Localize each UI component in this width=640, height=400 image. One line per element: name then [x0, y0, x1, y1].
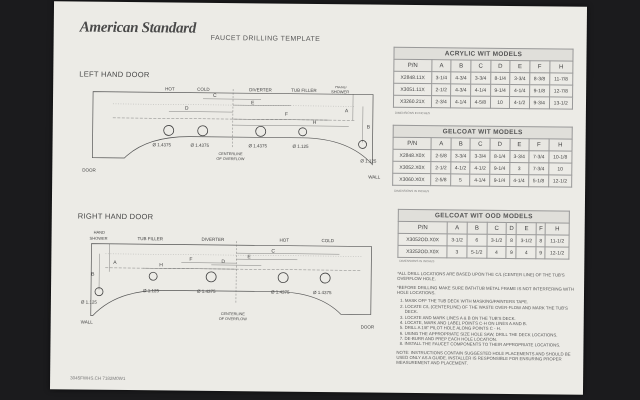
col-header: P/N: [398, 221, 447, 234]
cell: 3-1/2: [516, 235, 536, 247]
document-title: FAUCET DRILLING TEMPLATE: [210, 34, 321, 44]
cell: 12-1/2: [548, 175, 572, 187]
col-header: B: [451, 60, 471, 72]
right-door-diagram: [71, 223, 392, 336]
hole-size-hot: Ø 1.4375: [270, 289, 290, 295]
cell: 3-3/4: [470, 150, 490, 162]
left-door-diagram: [72, 83, 393, 184]
cell: 8: [506, 234, 516, 246]
label-shower: SHOWER: [89, 235, 108, 241]
hole-tub-filler: [149, 272, 157, 280]
cell: 9-1/4: [490, 84, 510, 96]
cell: 5-1/2: [467, 246, 487, 258]
table-row: [393, 173, 572, 187]
table-title: GELCOAT WIT OOD MODELS: [398, 209, 570, 223]
hole-cold: [198, 126, 208, 136]
cell: 2-5/8: [431, 174, 451, 186]
cell: 3-3/4: [451, 150, 471, 162]
cell: 4-5/8: [470, 96, 490, 108]
drilling-template-sheet: [50, 1, 587, 395]
cell: 2-5/8: [431, 150, 451, 162]
cell: 7-3/4: [529, 163, 549, 175]
col-header: F: [529, 139, 549, 151]
hole-size-diverter: Ø 1.4375: [196, 288, 216, 294]
cell: 4-1/2: [470, 162, 490, 174]
col-header: F: [530, 61, 550, 73]
col-header: A: [447, 222, 467, 234]
cell: 12-1/2: [545, 247, 569, 259]
letter-d: D: [221, 258, 225, 266]
step-item: 6. USING THE APPROPRIATE SIZE HOLE SAW, DRILL THE DECK LOCATIONS.: [405, 331, 577, 338]
gelcoat-ood-models-table: [397, 209, 570, 260]
letter-b: B: [91, 271, 95, 278]
col-header: D: [490, 138, 510, 150]
label-shower: SHOWER: [331, 89, 350, 95]
cell: 4-1/4: [471, 84, 491, 96]
cell: X3051.11X: [394, 83, 432, 95]
hole-diverter: [206, 272, 216, 282]
cell: 4: [487, 246, 507, 258]
right-door-title: RIGHT HAND DOOR: [77, 211, 154, 222]
cell: 10: [548, 163, 572, 175]
table-title: GELCOAT WIT MODELS: [393, 125, 573, 139]
label-diverter: DIVERTER: [249, 87, 272, 93]
cell: X3052.X0X: [393, 161, 432, 173]
cell: 12-7/8: [549, 85, 573, 97]
steps-list: [396, 298, 576, 348]
col-header: D: [490, 60, 510, 72]
cell: 3: [509, 162, 529, 174]
cell: 4-3/4: [451, 84, 471, 96]
letter-e: E: [247, 254, 251, 261]
cell: 3-1/2: [487, 234, 507, 246]
col-header: E: [517, 223, 537, 235]
cell: 5-1/8: [529, 175, 549, 187]
letter-f: F: [189, 256, 193, 263]
cell: 11-1/2: [545, 235, 569, 247]
cell: 3-3/4: [510, 72, 530, 84]
cell: 2-3/4: [431, 96, 451, 108]
col-header: D: [507, 222, 517, 234]
cell: 9: [536, 247, 545, 259]
cell: 10-1/8: [548, 151, 572, 163]
col-header: E: [510, 138, 530, 150]
document-code: 3045FWHS.CH 7182M0W1: [70, 375, 126, 381]
table-title: ACRYLIC WIT MODELS: [393, 47, 573, 61]
hole-size-diverter: Ø 1.4375: [248, 143, 268, 149]
hole-cold: [320, 273, 330, 283]
col-header: C: [470, 138, 490, 150]
col-header: C: [487, 222, 507, 234]
hole-size-tub-filler: Ø 1.125: [142, 288, 160, 294]
label-hot: HOT: [279, 237, 290, 243]
col-header: A: [432, 60, 452, 72]
dimensions-note: DIMENSIONS IN INCHES: [394, 188, 430, 194]
label-door: DOOR: [360, 324, 375, 330]
step-item: 8. INSTALL THE FAUCET COMPONENTS TO THEIR APPROPRIATE LOCATIONS.: [404, 341, 576, 348]
label-hand: HAND: [93, 229, 105, 235]
cell: 3-3/4: [471, 72, 491, 84]
cell: 4-1/4: [509, 174, 529, 186]
cell: 8-1/4: [490, 150, 510, 162]
cell: 9: [506, 246, 516, 258]
cell: X2848.11X: [394, 71, 432, 83]
letter-c: C: [271, 248, 276, 255]
letter-e: E: [250, 100, 255, 107]
cell: 5: [451, 174, 471, 186]
cell: 9-3/4: [529, 97, 549, 109]
step-item: 7. DE-BURR AND PREP EACH HOLE LOCATION.: [405, 336, 577, 343]
col-header: B: [451, 138, 471, 150]
cell: 2-1/2: [431, 162, 451, 174]
cell: 7-3/4: [529, 151, 549, 163]
cell: 4-1/4: [510, 84, 530, 96]
label-centerline: CENTERLINE: [218, 151, 243, 157]
cell: 3-3/4: [509, 150, 529, 162]
letter-h: H: [312, 119, 317, 126]
col-header: A: [431, 138, 451, 150]
letter-d: D: [184, 105, 189, 112]
step-item: 3. LOCATE AND MARK LINES A & B ON THE TUB'S DECK.: [405, 314, 577, 321]
cell: 10: [490, 96, 510, 108]
table-row: [393, 95, 572, 109]
step-item: 4. LOCATE, MARK AND LABEL POINTS C-H ON LINES A AND B.: [405, 320, 577, 327]
step-item: 1. MASK OFF THE TUB DECK WITH MASKING/PAINTERS TAPE.: [405, 298, 577, 305]
letter-c: C: [213, 92, 217, 99]
note-centerline: *ALL DRILL LOCATIONS ARE BASED UPON THE C/L (CENTER LINE) OF THE TUB'S OVERFLOW HOLE.: [397, 270, 565, 282]
label-tub-filler: TUB FILLER: [137, 236, 164, 242]
cell: 9-1/8: [529, 85, 549, 97]
label-door: DOOR: [82, 167, 96, 173]
cell: 3: [447, 246, 467, 258]
hole-size-cold: Ø 1.4375: [190, 142, 210, 148]
label-cold: COLD: [321, 238, 335, 244]
cell: X2848.X0X: [393, 149, 432, 161]
step-item: 5. DRILL A 1/8" PILOT HOLE ALONG POINTS C - H.: [405, 325, 577, 332]
label-overflow: OF OVERFLOW: [216, 156, 245, 162]
note-frame: *BEFORE DRILLING MAKE SURE BATHTUB METAL FRAME IS NOT INTERFERING WITH HOLE LOCATIONS.: [396, 284, 575, 296]
cell: 4: [516, 247, 536, 259]
label-wall: WALL: [368, 174, 381, 180]
cell: 8-1/4: [490, 72, 510, 84]
label-wall: WALL: [80, 319, 93, 325]
letter-b: B: [366, 124, 371, 131]
cell: 4-1/2: [451, 162, 471, 174]
hole-size-hand-shower: Ø 1.125: [360, 158, 377, 164]
label-tub-filler: TUB FILLER: [291, 87, 317, 93]
acrylic-models-table: [393, 47, 574, 110]
col-header: F: [536, 223, 545, 235]
cell: 2-1/2: [431, 84, 451, 96]
cell: 6: [467, 234, 487, 246]
label-hot: HOT: [165, 86, 175, 92]
col-header: P/N: [394, 59, 432, 71]
cell: 13-1/2: [549, 97, 573, 109]
hole-size-tub-filler: Ø 1.125: [292, 143, 309, 149]
cell: 4-1/2: [510, 96, 530, 108]
col-header: H: [549, 61, 573, 73]
cell: X3052OD.X0X: [398, 233, 447, 246]
step-item: 2. LOCATE C/L (CENTERLINE) OF THE WASTE OVER-FLOW AND MARK THE TUB'S DECK.: [405, 304, 577, 317]
cell: X3252OD.X0X: [398, 245, 447, 258]
hole-hot: [278, 273, 288, 283]
note-disclaimer: NOTE: INSTRUCTIONS CONTAIN SUGGESTED HOLE PLACEMENTS AND SHOULD BE USED ONLY AS A GUIDE. INSTALLER IS RESPONSIBLE FOR ENSURING PROPER MEASUREMENT AND PLACEMENT.: [396, 349, 571, 366]
brand-logo: American Standard: [79, 19, 197, 37]
hole-hot: [164, 125, 174, 135]
letter-h: H: [159, 262, 163, 269]
cell: 4-3/4: [451, 72, 471, 84]
cell: 8-3/8: [530, 73, 550, 85]
col-header: E: [510, 61, 530, 73]
left-door-title: LEFT HAND DOOR: [79, 69, 150, 80]
hole-size-hand-shower: Ø 1.125: [80, 299, 97, 305]
letter-f: F: [284, 111, 288, 118]
installation-notes: [396, 271, 577, 371]
cell: 4-1/4: [451, 96, 471, 108]
label-hand: HAND: [335, 84, 347, 90]
cell: 9-1/4: [490, 174, 510, 186]
letter-a: A: [344, 108, 349, 115]
label-diverter: DIVERTER: [201, 236, 225, 243]
hole-size-hot: Ø 1.4375: [152, 142, 172, 148]
label-centerline: CENTERLINE: [220, 311, 245, 317]
cell: X3060.X0X: [393, 173, 432, 185]
cell: 3-1/2: [447, 234, 467, 246]
col-header: H: [549, 139, 573, 151]
cell: 8: [536, 235, 545, 247]
letter-a: A: [113, 259, 117, 266]
col-header: P/N: [393, 137, 432, 149]
cell: X3260.21X: [393, 95, 431, 107]
col-header: B: [467, 222, 487, 234]
dimensions-note: DIMENSIONS IN INCHES: [394, 110, 430, 116]
hole-tub-filler: [299, 128, 307, 136]
hole-size-cold: Ø 1.4375: [312, 289, 332, 296]
table-row: [398, 245, 569, 259]
gelcoat-models-table: [392, 125, 573, 188]
label-cold: COLD: [197, 86, 210, 92]
label-overflow: OF OVERFLOW: [218, 316, 247, 322]
col-header: H: [545, 223, 569, 235]
cell: 9-1/4: [490, 162, 510, 174]
hole-diverter: [256, 126, 266, 136]
dimensions-note: DIMENSIONS IN INCHES: [399, 258, 435, 264]
cell: 3-1/4: [432, 72, 452, 84]
cell: 4-1/4: [470, 174, 490, 186]
col-header: C: [471, 60, 491, 72]
cell: 11-7/8: [549, 73, 573, 85]
